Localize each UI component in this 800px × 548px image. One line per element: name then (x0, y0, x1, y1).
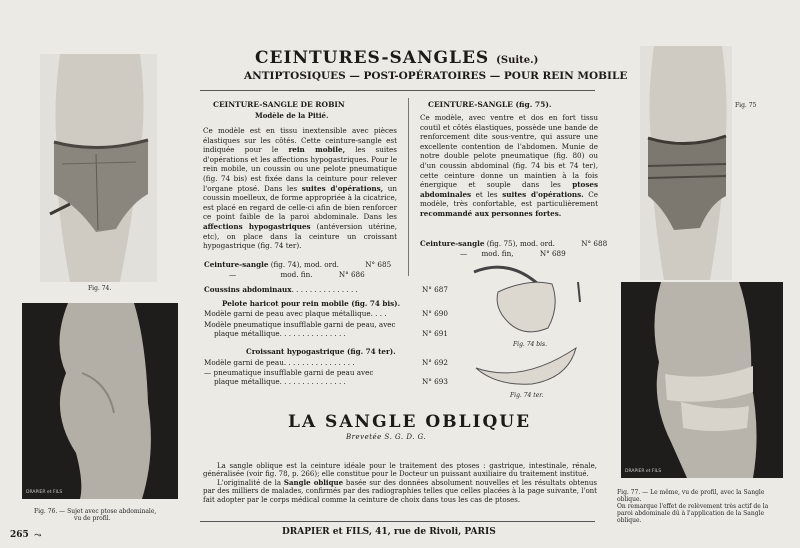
price-row-74-ord: Ceinture-sangle (fig. 74), mod. ord. N° 685 (204, 260, 392, 269)
caption-fig-75: Fig. 75 (735, 102, 757, 109)
pad-illustration-74bis (468, 262, 588, 342)
ornament-icon: ⤳ (34, 531, 42, 541)
price-row-75-fin: — mod. fin, N° 689 (460, 249, 566, 258)
price-row-74-fin: — mod. fin. N° 686 (229, 270, 365, 279)
pad-illustration-74ter (472, 338, 582, 388)
right-column-body: Ce modèle, avec ventre et dos en fort tissu coutil et côtés élastiques, possède une bande de renforcement dite sous-ventre, qui assure une excellente contention de l'abdomen. Munie de notre double pelote pneumatique (fig. 80) ou d'un coussin abdominal (fig. 74 bis et 74 ter), cette ceinture donne un maintien à la fois énergique et souple dans les ptoses abdominales et les suites d'opérations. Ce modèle, très confortable, est particulièrement recommandé aux personnes fortes. (420, 113, 598, 218)
column-divider (408, 98, 409, 276)
section-title-sangle-oblique: LA SANGLE OBLIQUE (288, 412, 532, 432)
heading-pelote-haricot: Pelote haricot pour rein mobile (fig. 74 bis). (222, 299, 401, 308)
item-croissant-peau: Modèle garni de peau. . . . . . . . . . . . . . . . N° 692 (204, 358, 448, 367)
left-column-subheading: Modèle de la Pitié. (255, 111, 329, 120)
photo-subject-fig-76 (22, 303, 178, 499)
page-number: 265 (10, 530, 29, 540)
price-row-75-ord: Ceinture-sangle (fig. 75), mod. ord. N° 688 (420, 239, 608, 248)
item-pelote-pneu: Modèle pneumatique insufflable garni de peau, avec plaque métallique. . . . . . . . . . . . . . . N° 691 (204, 320, 448, 338)
photo-credit-left: DRAPIER et FILS (26, 490, 63, 495)
item-pelote-metal: Modèle garni de peau avec plaque métallique. . . . N° 690 (204, 309, 448, 318)
photo-belt-fig-74 (40, 54, 157, 282)
left-column-body: Ce modèle est en tissu inextensible avec pièces élastiques sur les côtés. Cette ceinture-sangle est indiquée pour le rein mobile, les suites d'opérations et les affections hypogastriques. Pour le rein mobile, un coussin ou une pelote pneumatique (fig. 74 bis) est fixée dans la ceinture pour relever l'organe ptosé. Dans les suites d'opérations, un coussin moelleux, de forme appropriée à la cicatrice, est placé en regard de celle-ci afin de bien renforcer ce point faible de la paroi abdominale. Dans les affections hypogastriques (antéversion utérine, etc), on place dans la ceinture un croissant hypogastrique (fig. 74 ter). (203, 126, 397, 251)
photo-belt-fig-75 (640, 46, 732, 280)
left-column-heading: CEINTURE-SANGLE DE ROBIN (213, 100, 345, 109)
caption-fig-77: Fig. 77. — Le même, vu de profil, avec la Sangle oblique. On remarque l'effet de relèvement très actif de la paroi abdominale dû à l'application de la Sangle oblique. (617, 489, 769, 524)
item-coussins: Coussins abdominaux. . . . . . . . . . . . . . . N° 687 (204, 285, 448, 294)
oblique-body: La sangle oblique est la ceinture idéale pour le traitement des ptoses : gastrique, intestinale, rénale, généralisée (voir fig. 78, p. 266); elle constitue pour le Docteur un puissant auxiliaire du traitement institué. L'originalité de la Sangle oblique basée sur des données absolument nouvelles et les résultats obtenus par des milliers de malades, confirmés par des radiographies telles que celles placées à la page suivante, l'ont fait adopter par le corps médical comme la ceinture de choix dans tous les cas de ptoses. (203, 462, 597, 504)
photo-credit-right: DRAPIER et FILS (625, 469, 662, 474)
header-divider (200, 90, 595, 91)
right-column-heading: CEINTURE-SANGLE (fig. 75). (428, 100, 552, 109)
caption-fig-76: Fig. 76. — Sujet avec ptose abdominale, vu de profil. (34, 508, 157, 522)
footer-divider (200, 521, 595, 522)
page-title: CEINTURES-SANGLES (Suite.) (255, 48, 539, 68)
heading-croissant: Croissant hypogastrique (fig. 74 ter). (246, 347, 396, 356)
photo-subject-fig-77 (621, 282, 783, 478)
item-croissant-pneu: — pneumatique insufflable garni de peau avec plaque métallique. . . . . . . . . . . . . . . N° 693 (204, 368, 448, 386)
caption-fig-74: Fig. 74. (88, 285, 112, 292)
section-brevetee: Brevetée S. G. D. G. (346, 433, 427, 441)
footer-publisher: DRAPIER et FILS, 41, rue de Rivoli, PARIS (282, 527, 496, 537)
caption-fig-74ter: Fig. 74 ter. (510, 392, 544, 399)
page-subtitle: ANTIPTOSIQUES — POST-OPÉRATOIRES — POUR REIN MOBILE (244, 70, 628, 82)
caption-fig-74bis: Fig. 74 bis. (513, 341, 548, 348)
